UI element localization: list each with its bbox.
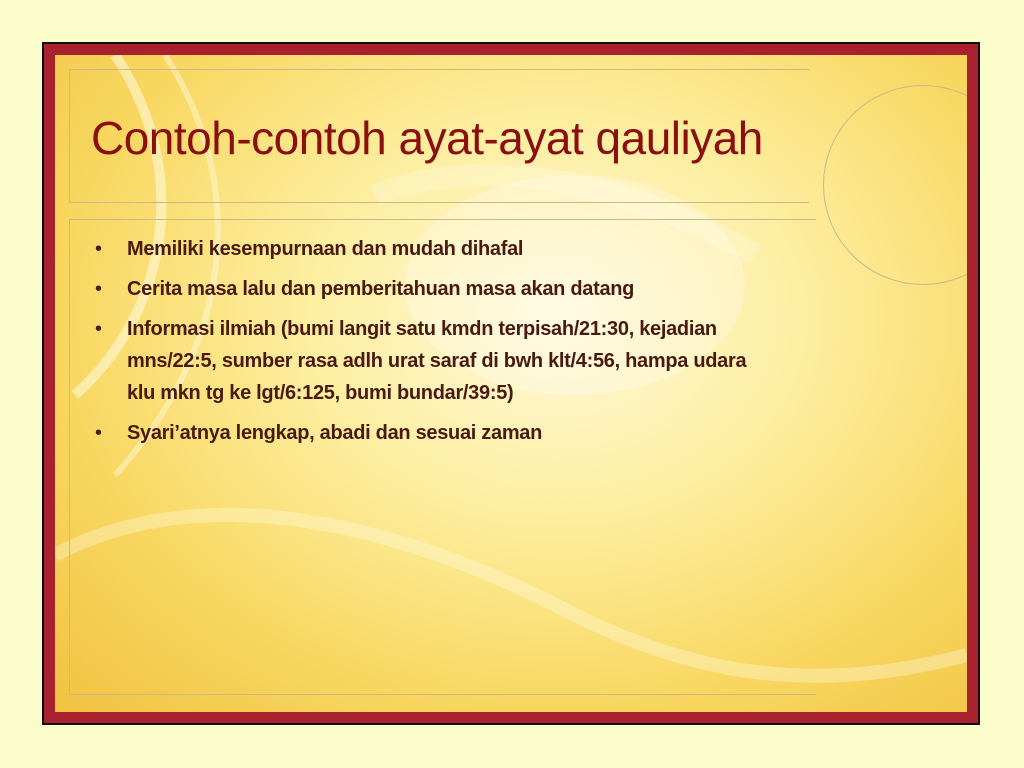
bullet-icon: • (95, 422, 102, 444)
bullet-item (91, 273, 751, 305)
bullet-text: Syari’atnya lengkap, abadi dan sesuai zaman (127, 422, 543, 444)
bullet-list (91, 233, 751, 457)
bullet-icon: • (95, 238, 102, 260)
slide-background (55, 55, 967, 712)
slide-border-red (44, 44, 978, 723)
slide-frame (42, 42, 980, 725)
bullet-text: Informasi ilmiah (bumi langit satu kmdn terpisah/21:30, kejadian mns/22:5, sumber rasa adlh urat saraf di bwh klt/4:56, hampa udara klu mkn tg ke lgt/6:125, bumi bundar/39:5) (127, 318, 747, 404)
bullet-icon: • (95, 278, 102, 300)
bullet-item (91, 313, 751, 409)
bullet-text: Cerita masa lalu dan pemberitahuan masa akan datang (127, 278, 635, 300)
bullet-item (91, 233, 751, 265)
bullet-icon: • (95, 318, 102, 340)
page-title: Contoh-contoh ayat-ayat qauliyah (91, 112, 763, 164)
bullet-item (91, 417, 751, 449)
bullet-text: Memiliki kesempurnaan dan mudah dihafal (127, 238, 524, 260)
